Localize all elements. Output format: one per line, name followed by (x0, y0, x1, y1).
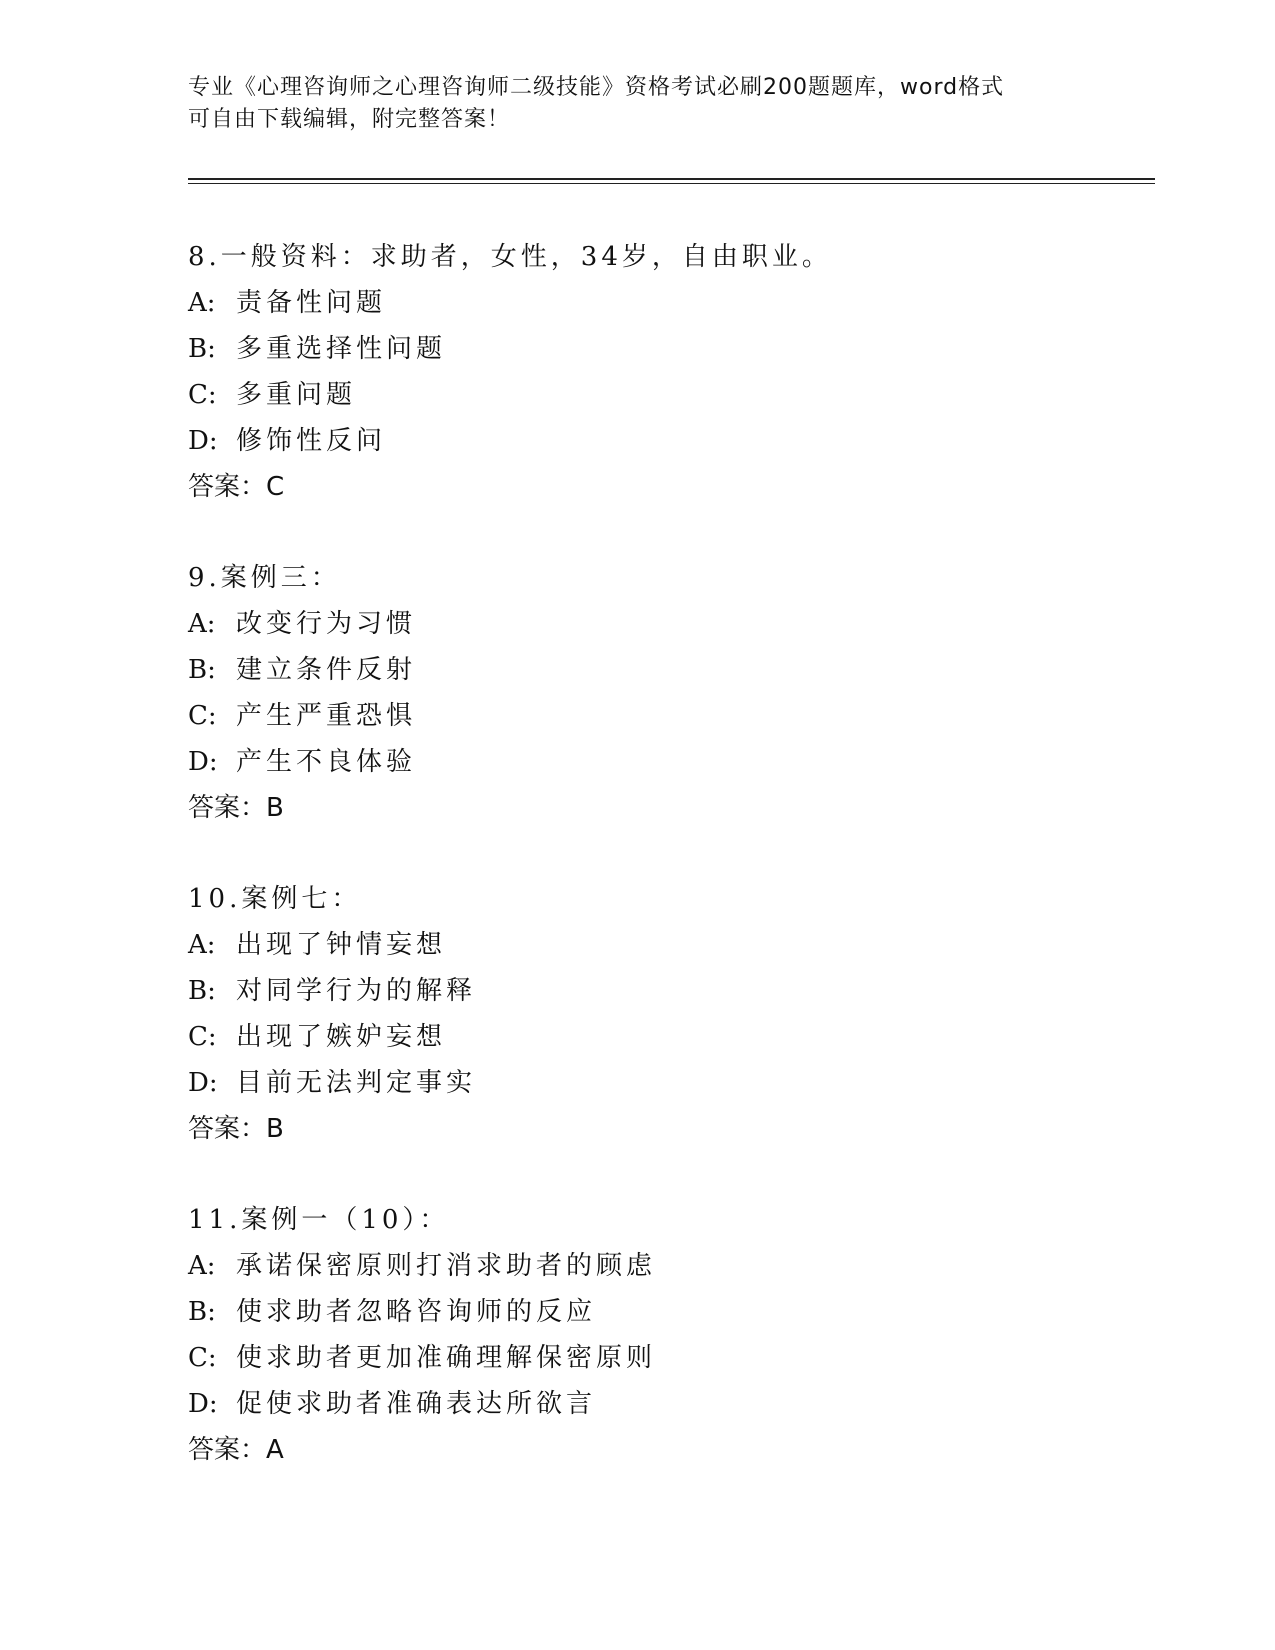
option-letter: B: (188, 334, 216, 364)
option-text: 承诺保密原则打消求助者的顾虑 (236, 1251, 657, 1281)
header-line-1: 专业《心理咨询师之心理咨询师二级技能》资格考试必刷200题题库，word格式 (188, 75, 1005, 100)
option-letter: A: (188, 288, 216, 318)
option-a (188, 601, 1148, 647)
question-stem: 8.一般资料：求助者，女性，34岁，自由职业。 (188, 242, 832, 272)
option-b (188, 1289, 1148, 1335)
option-letter: A: (188, 609, 216, 639)
option-text: 多重选择性问题 (236, 334, 447, 364)
question-stem: 10.案例七： (188, 884, 362, 914)
answer-line: 答案：C (188, 472, 285, 502)
option-letter: C: (188, 380, 217, 410)
option-b (188, 326, 1148, 372)
option-text: 多重问题 (236, 380, 357, 410)
option-text: 产生严重恐惧 (236, 701, 417, 731)
question-10 (188, 876, 1148, 1152)
option-letter: B: (188, 976, 216, 1006)
option-c (188, 693, 1148, 739)
option-text: 出现了钟情妄想 (236, 930, 447, 960)
option-a (188, 922, 1148, 968)
option-text: 产生不良体验 (236, 747, 417, 777)
option-c (188, 1014, 1148, 1060)
option-text: 修饰性反问 (236, 426, 387, 456)
option-letter: C: (188, 1343, 217, 1373)
answer-line: 答案：B (188, 793, 284, 823)
option-d (188, 1381, 1148, 1427)
question-9 (188, 555, 1148, 831)
option-b (188, 647, 1148, 693)
question-stem: 9.案例三： (188, 563, 341, 593)
option-text: 使求助者忽略咨询师的反应 (236, 1297, 597, 1327)
option-d (188, 739, 1148, 785)
option-text: 改变行为习惯 (236, 609, 417, 639)
question-8 (188, 234, 1148, 510)
option-text: 使求助者更加准确理解保密原则 (236, 1343, 657, 1373)
document-header (188, 72, 1088, 136)
option-letter: A: (188, 1251, 216, 1281)
question-11 (188, 1197, 1148, 1473)
option-letter: D: (188, 426, 218, 456)
header-line-2: 可自由下载编辑，附完整答案！ (188, 107, 511, 132)
option-text: 责备性问题 (236, 288, 387, 318)
option-text: 建立条件反射 (236, 655, 417, 685)
option-text: 出现了嫉妒妄想 (236, 1022, 447, 1052)
option-letter: D: (188, 747, 218, 777)
header-divider (188, 178, 1155, 184)
option-letter: C: (188, 1022, 217, 1052)
option-letter: A: (188, 930, 216, 960)
question-stem: 11.案例一（10）： (188, 1205, 450, 1235)
option-a (188, 280, 1148, 326)
option-letter: D: (188, 1068, 218, 1098)
option-text: 目前无法判定事实 (236, 1068, 477, 1098)
option-letter: B: (188, 1297, 216, 1327)
option-text: 促使求助者准确表达所欲言 (236, 1389, 597, 1419)
option-a (188, 1243, 1148, 1289)
question-list (188, 234, 1148, 1518)
answer-line: 答案：A (188, 1435, 284, 1465)
option-letter: D: (188, 1389, 218, 1419)
option-text: 对同学行为的解释 (236, 976, 477, 1006)
option-letter: C: (188, 701, 217, 731)
option-d (188, 418, 1148, 464)
option-letter: B: (188, 655, 216, 685)
option-c (188, 1335, 1148, 1381)
option-b (188, 968, 1148, 1014)
option-d (188, 1060, 1148, 1106)
answer-line: 答案：B (188, 1114, 284, 1144)
option-c (188, 372, 1148, 418)
